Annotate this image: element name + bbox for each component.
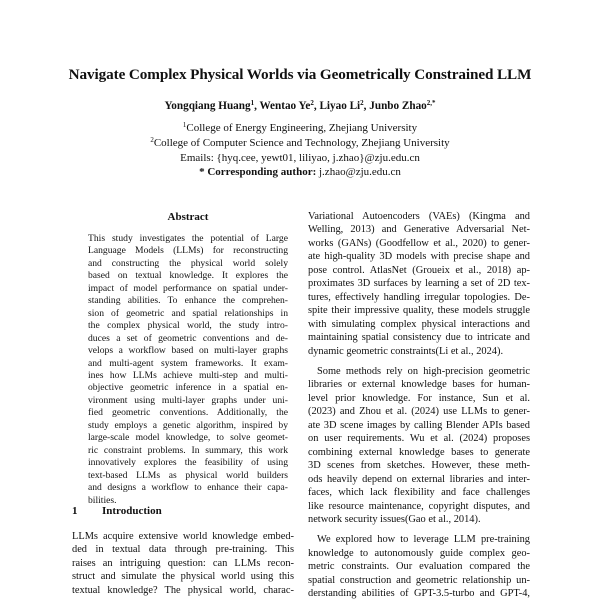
right-column-body bbox=[308, 210, 530, 601]
text-line: large-scale model knowledge, to solve geomet- bbox=[88, 432, 288, 444]
text-line: textual knowledge? The physical world, charac- bbox=[72, 584, 294, 596]
text-line: velops a workflow based on multi-layer graphs bbox=[88, 345, 288, 357]
paragraph bbox=[308, 365, 530, 526]
text-line: network security issues(Gao et al., 2014). bbox=[308, 513, 481, 525]
text-line: study employs a genetic algorithm, inspired by bbox=[88, 419, 288, 431]
text-line: sion of geometric and spatial relationships in bbox=[88, 307, 288, 319]
section-number: 1 bbox=[72, 505, 78, 517]
text-line: duces a set of geometric conventions and de- bbox=[88, 332, 288, 344]
text-line: vironment using multi-layer graphs under uni- bbox=[88, 394, 288, 406]
text-line: Some methods rely on high-precision geometric bbox=[317, 365, 530, 377]
text-line: text-based LLMs as physical world builders bbox=[88, 469, 288, 481]
text-line: libraries or external knowledge bases for human- bbox=[308, 379, 530, 391]
text-line: ate 3D scene images by calling Blender APIs based bbox=[308, 419, 530, 431]
text-line: ded in textual data through pre-training. This bbox=[72, 544, 294, 556]
introduction-body bbox=[72, 530, 294, 597]
text-line: fied geometric conventions. Additionally, the bbox=[88, 407, 288, 419]
text-line: metric constraints. Our evaluation compared the bbox=[308, 561, 530, 573]
corresponding-author bbox=[0, 166, 600, 178]
abstract-heading: Abstract bbox=[167, 211, 209, 223]
text-line: objective geometric inference in a spatial en- bbox=[88, 382, 288, 394]
text-line: standing abilities. To enhance the comprehen- bbox=[88, 295, 288, 307]
text-line: struct and simulate the physical world using this bbox=[72, 571, 294, 583]
text-line: on user requirements. Wu et al. (2024) proposes bbox=[308, 433, 530, 445]
text-line: combining external knowledge bases to generate bbox=[308, 446, 530, 458]
paragraph-gap bbox=[308, 358, 530, 365]
author-list: Yongqiang Huang$^1$, Wentao Ye$^2$, Liyao Li$^2$, Junbo Zhao$^{2,*}$ bbox=[164, 99, 436, 112]
text-line: derstanding abilities of GPT-3.5-turbo and GPT-4, bbox=[308, 588, 530, 600]
text-line: maintaining spatial consistency due to intricate and bbox=[308, 332, 530, 344]
text-line: like resource maintenance, copyright disputes, and bbox=[308, 500, 530, 512]
text-line: tures, effectively handling irregular topologies. De- bbox=[308, 291, 530, 303]
text-line: pose control. AtlasNet (Groueix et al., 2018) ap- bbox=[308, 264, 530, 276]
text-line: This study investigates the potential of Large bbox=[88, 233, 288, 244]
text-line: and designs a workflow to enhance their capa- bbox=[88, 482, 288, 494]
text-line: bilities. bbox=[88, 494, 117, 506]
text-line: ines how LLMs achieve multi-step and multi- bbox=[88, 369, 288, 381]
text-line: spite their impressive quality, these models struggle bbox=[308, 305, 530, 317]
text-line: knowledge to autonomously guide complex geo- bbox=[308, 547, 530, 559]
text-line: works (GANs) (Goodfellow et al., 2020) to gener- bbox=[308, 237, 530, 249]
text-line: raises an intriguing question: can LLMs recon- bbox=[72, 557, 294, 569]
text-line: faces, which lack flexibility and face challenges bbox=[308, 487, 530, 499]
paragraph bbox=[308, 210, 530, 358]
author-affiliation-marker: 1 bbox=[250, 99, 255, 107]
text-line: innovatively explores the feasibility of using bbox=[88, 457, 288, 469]
text-line: and constructing the physical world solely bbox=[88, 257, 288, 269]
text-line: the complex physical world, the study intro- bbox=[88, 320, 288, 332]
affiliation-text: College of Computer Science and Technology, Zhejiang University bbox=[153, 137, 450, 149]
author-name: Wentao Ye bbox=[259, 100, 311, 112]
corresponding-email: j.zhao@zju.edu.cn bbox=[319, 166, 401, 178]
author-affiliation-marker: 2,* bbox=[426, 99, 436, 107]
text-line: We explored how to leverage LLM pre-training bbox=[317, 534, 530, 546]
section-title: Introduction bbox=[102, 505, 162, 517]
paragraph-gap bbox=[308, 526, 530, 533]
text-line: (2023) and Zhou et al. (2024) use LLMs to gener- bbox=[308, 406, 530, 418]
text-line: ric constraint problems. In summary, this work bbox=[88, 444, 288, 456]
text-line: based on textual knowledge. It explores the bbox=[88, 270, 288, 282]
text-line: Variational Autoencoders (VAEs) (Kingma and bbox=[308, 211, 530, 222]
emails-line: Emails: {hyq.cee, yewt01, liliyao, j.zhao}@zju.edu.cn bbox=[180, 152, 420, 164]
affiliation-marker: 2 bbox=[150, 136, 154, 144]
text-line: spatial construction and geometric relationship un- bbox=[308, 574, 530, 586]
text-line: LLMs acquire extensive world knowledge embed- bbox=[72, 531, 294, 542]
author-name: Junbo Zhao bbox=[369, 100, 427, 112]
author-affiliation-marker: 2 bbox=[360, 99, 364, 107]
section-heading bbox=[72, 505, 162, 517]
author-affiliation-marker: 2 bbox=[310, 99, 314, 107]
paper-title: Navigate Complex Physical Worlds via Geometrically Constrained LLM bbox=[68, 66, 532, 83]
text-line: proximates 3D surfaces by learning a set of 2D tex- bbox=[308, 278, 530, 290]
abstract-body bbox=[88, 233, 288, 507]
text-line: ate high-quality 3D models with precise shape and bbox=[308, 251, 530, 263]
text-line: ods heavily depend on external libraries and inter- bbox=[308, 473, 530, 485]
text-line: Language Models (LLMs) for reconstructing bbox=[88, 245, 288, 257]
text-line: level prior knowledge. For instance, Sun et al. bbox=[308, 392, 530, 404]
text-line: Welling, 2013) and Generative Adversarial Net- bbox=[308, 224, 530, 236]
affiliation-text: College of Energy Engineering, Zhejiang University bbox=[186, 122, 418, 134]
text-line: 3D scenes from sketches. However, these meth- bbox=[308, 460, 530, 472]
text-line: and multi-agent system frameworks. It exam- bbox=[88, 357, 288, 369]
affiliation-line bbox=[0, 121, 600, 136]
corresponding-label: * Corresponding author: bbox=[199, 166, 317, 178]
author-name: Yongqiang Huang bbox=[164, 100, 251, 112]
affiliation-line bbox=[0, 136, 600, 151]
affiliation-marker: 1 bbox=[182, 121, 187, 129]
text-line: dynamic geometric constraints(Li et al., 2024). bbox=[308, 345, 504, 357]
affiliations bbox=[0, 121, 600, 166]
text-line: with simulating complex physical interactions and bbox=[308, 318, 530, 330]
author-name: Liyao Li bbox=[319, 100, 361, 112]
text-line: impact of model performance on spatial under- bbox=[88, 282, 288, 294]
paragraph bbox=[308, 533, 530, 600]
